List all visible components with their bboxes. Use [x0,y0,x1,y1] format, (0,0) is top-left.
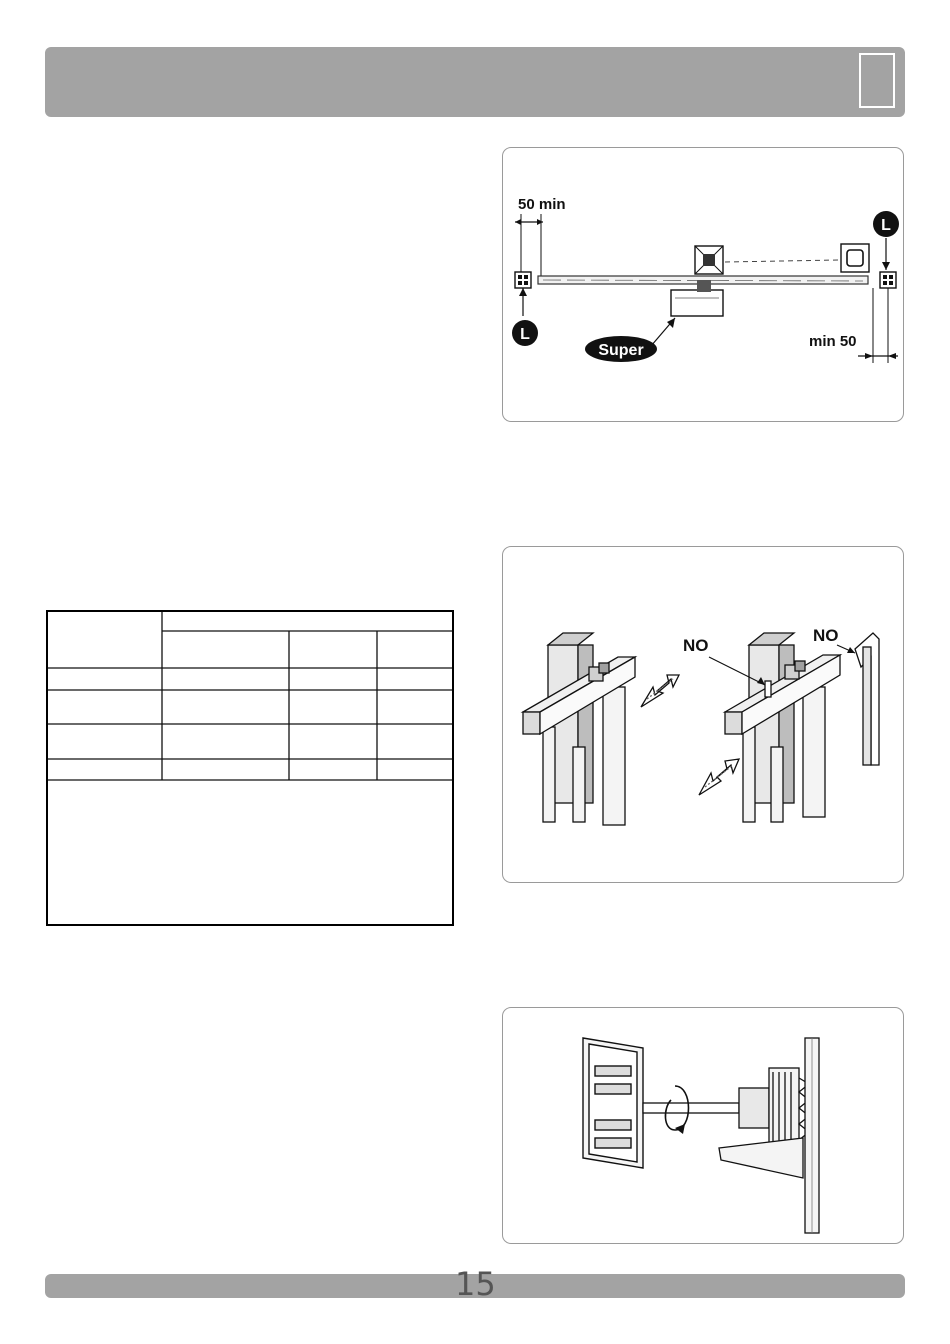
release-knob [739,1068,809,1148]
gear-motor-unit [671,290,723,316]
installation-layout-drawing [503,148,905,423]
mounting-bracket [719,1138,803,1178]
page-header-bar [45,47,905,117]
warning-label-2: NO [813,626,839,645]
movement-arrow-icon [699,759,739,795]
release-knob-drawing [503,1008,905,1245]
release-key [583,1038,643,1168]
figure-release-knob [502,1007,904,1244]
dim-left-label: 50 min [518,196,566,213]
warning-label-1: NO [683,636,709,655]
limit-plate-right [880,272,896,288]
gate-alignment-drawing [503,547,905,884]
chapter-tab [859,53,895,108]
loose-rail [855,633,879,765]
page-number: 15 [455,1265,496,1303]
incorrect-gate-assembly [725,633,840,822]
table-grid [48,612,452,924]
movement-arrow-icon [641,675,679,707]
limit-plate-left [515,272,531,288]
super-label: Super [598,342,644,359]
correct-gate-assembly [523,633,635,825]
specifications-table [46,610,454,926]
figure-installation-layout [502,147,904,422]
dim-right-label: min 50 [809,333,857,350]
limit-left-letter: L [520,326,530,343]
release-shaft [643,1103,739,1113]
limit-right-letter: L [881,217,891,234]
figure-gate-alignment [502,546,904,883]
